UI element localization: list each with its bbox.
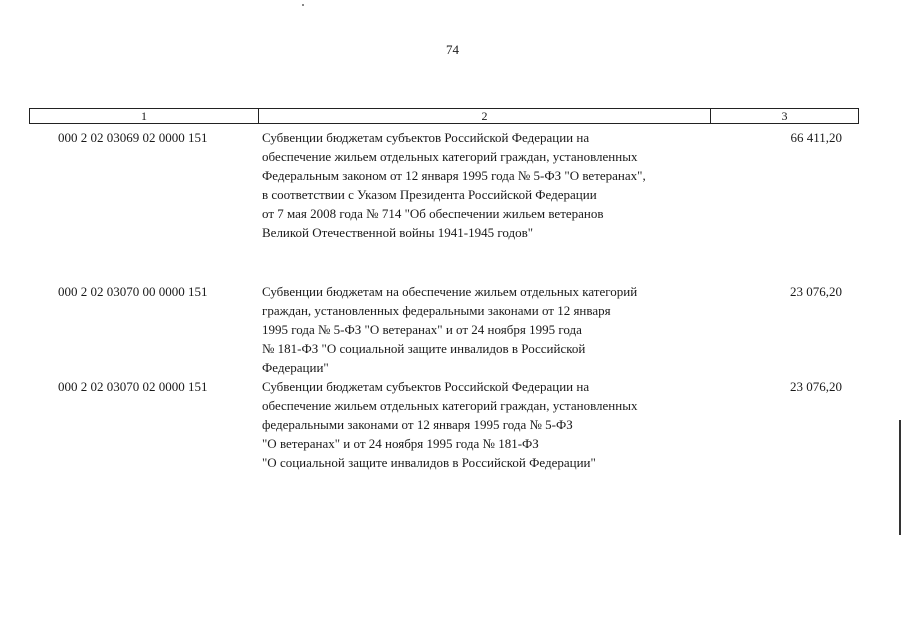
budget-code: 000 2 02 03069 02 0000 151 [58, 130, 208, 145]
scan-edge-mark [899, 420, 901, 535]
amount: 66 411,20 [790, 130, 842, 145]
description-line: "О ветеранах" и от 24 ноября 1995 года № 181-ФЗ [262, 436, 539, 451]
description-line: Субвенции бюджетам субъектов Российской Федерации на [262, 379, 590, 394]
description-line: обеспечение жильем отдельных категорий граждан, установленных [262, 149, 638, 164]
page-number: 74 [446, 42, 459, 57]
budget-code: 000 2 02 03070 02 0000 151 [58, 379, 208, 394]
description-line: федеральными законами от 12 января 1995 года № 5-ФЗ [262, 417, 573, 432]
description-line: 1995 года № 5-ФЗ "О ветеранах" и от 24 ноября 1995 года [262, 322, 582, 337]
description [262, 128, 722, 242]
scan-speck [302, 4, 304, 6]
column-header-1: 1 [30, 109, 259, 123]
description [262, 377, 722, 472]
description-line: граждан, установленных федеральными законами от 12 января [262, 303, 611, 318]
amount: 23 076,20 [790, 379, 842, 394]
description-line: Субвенции бюджетам субъектов Российской Федерации на [262, 130, 590, 145]
description-line: Федерации" [262, 360, 329, 375]
description-line: обеспечение жильем отдельных категорий граждан, установленных [262, 398, 638, 413]
description-line: в соответствии с Указом Президента Российской Федерации [262, 187, 597, 202]
column-header-2: 2 [259, 109, 711, 123]
description-line: № 181-ФЗ "О социальной защите инвалидов в Российской [262, 341, 586, 356]
description-line: "О социальной защите инвалидов в Российской Федерации" [262, 455, 596, 470]
description-line: от 7 мая 2008 года № 714 "Об обеспечении жильем ветеранов [262, 206, 604, 221]
column-header-3: 3 [781, 109, 788, 123]
description-line: Великой Отечественной войны 1941-1945 годов" [262, 225, 534, 240]
description-line: Федеральным законом от 12 января 1995 года № 5-ФЗ "О ветеранах", [262, 168, 646, 183]
budget-code: 000 2 02 03070 00 0000 151 [58, 284, 208, 299]
description-line: Субвенции бюджетам на обеспечение жильем отдельных категорий [262, 284, 638, 299]
description [262, 282, 722, 377]
table-header [29, 108, 859, 124]
amount: 23 076,20 [790, 284, 842, 299]
